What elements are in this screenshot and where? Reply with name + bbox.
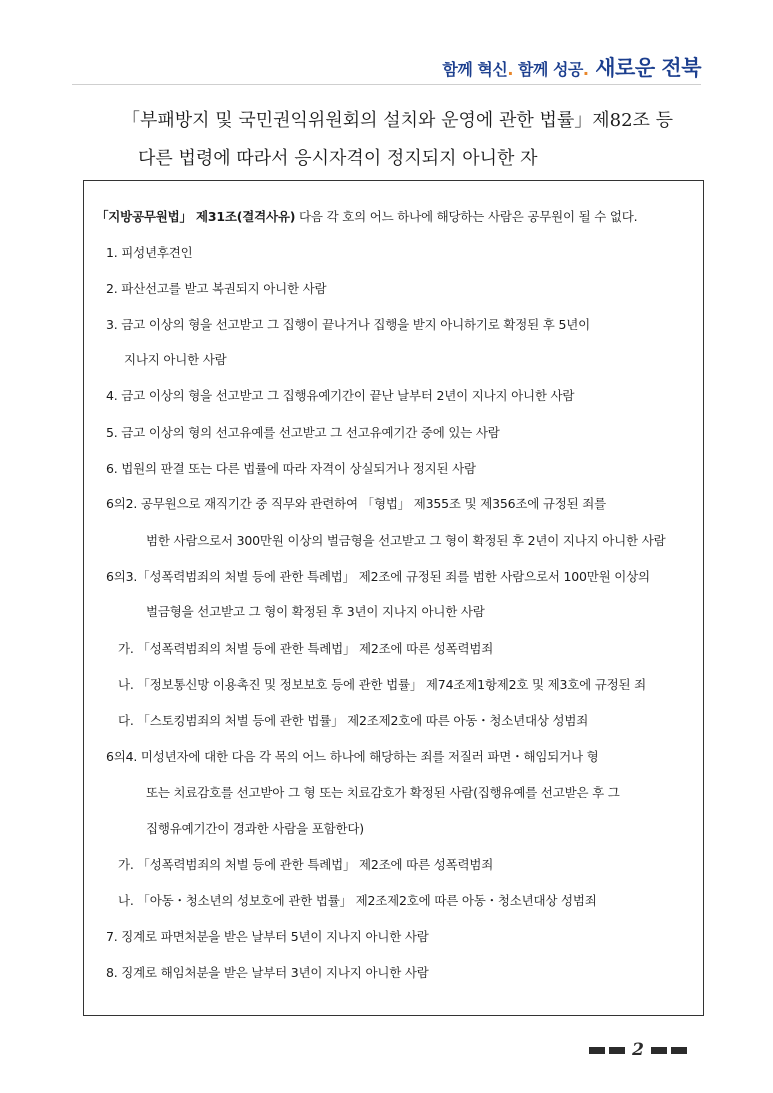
footer-bar-icon — [671, 1047, 687, 1054]
header-slogan — [442, 52, 701, 82]
slogan-part-2: 함께 성공 — [512, 60, 583, 79]
slogan-part-4: 전북 — [661, 56, 701, 80]
article-item: 6의4. 미성년자에 대한 다음 각 목의 어느 하나에 해당하는 죄를 저질러 파면・해임되거나 형 — [106, 749, 599, 764]
article-item-continued: 또는 치료감호를 선고받아 그 형 또는 치료감호가 확정된 사람(집행유예를 선고받은 후 그 — [146, 785, 620, 800]
article-item: 4. 금고 이상의 형을 선고받고 그 집행유예기간이 끝난 날부터 2년이 지나지 아니한 사람 — [106, 388, 575, 403]
footer-bar-icon — [609, 1047, 625, 1054]
article-item-continued: 범한 사람으로서 300만원 이상의 벌금형을 선고받고 그 형이 확정된 후 2년이 지나지 아니한 사람 — [146, 533, 666, 548]
article-item: 6의3.「성폭력범죄의 처벌 등에 관한 특례법」 제2조에 규정된 죄를 범한 사람으로서 100만원 이상의 — [106, 569, 650, 584]
article-item: 6. 법원의 판결 또는 다른 법률에 따라 자격이 상실되거나 정지된 사람 — [106, 461, 476, 476]
article-item: 7. 징계로 파면처분을 받은 날부터 5년이 지나지 아니한 사람 — [106, 929, 429, 944]
slogan-separator-1: . — [507, 60, 513, 79]
footer-bar-icon — [651, 1047, 667, 1054]
heading-line-1: 「부패방지 및 국민권익위원회의 설치와 운영에 관한 법률」제82조 등 — [122, 110, 674, 131]
footer-bar-icon — [589, 1047, 605, 1054]
slogan-part-1: 함께 혁신 — [442, 60, 508, 79]
article-subitem: 나. 「아동・청소년의 성보호에 관한 법률」 제2조제2호에 따른 아동・청소년대상 성범죄 — [118, 893, 597, 908]
article-title — [96, 207, 637, 225]
article-item: 8. 징계로 해임처분을 받은 날부터 3년이 지나지 아니한 사람 — [106, 965, 429, 980]
article-title-rest: 다음 각 호의 어느 하나에 해당하는 사람은 공무원이 될 수 없다. — [295, 209, 638, 224]
article-item: 1. 피성년후견인 — [106, 245, 193, 260]
article-subitem: 가. 「성폭력범죄의 처벌 등에 관한 특례법」 제2조에 따른 성폭력범죄 — [118, 857, 494, 872]
article-title-bold: 「지방공무원법」 제31조(결격사유) — [96, 209, 296, 224]
article-item-continued: 벌금형을 선고받고 그 형이 확정된 후 3년이 지나지 아니한 사람 — [146, 604, 485, 619]
header-divider — [72, 84, 701, 85]
article-subitem: 다. 「스토킹범죄의 처벌 등에 관한 법률」 제2조제2호에 따른 아동・청소년대상 성범죄 — [118, 713, 589, 728]
article-item-continued: 지나지 아니한 사람 — [124, 352, 227, 367]
article-item: 5. 금고 이상의 형의 선고유예를 선고받고 그 선고유예기간 중에 있는 사람 — [106, 425, 500, 440]
article-item: 2. 파산선고를 받고 복권되지 아니한 사람 — [106, 281, 327, 296]
heading-line-2: 다른 법령에 따라서 응시자격이 정지되지 아니한 자 — [138, 148, 538, 169]
slogan-separator-2: . — [582, 60, 589, 79]
page-number: 2 — [632, 1040, 644, 1060]
article-subitem: 나. 「정보통신망 이용촉진 및 정보보호 등에 관한 법률」 제74조제1항제2호 및 제3호에 규정된 죄 — [118, 677, 647, 692]
article-item-continued: 집행유예기간이 경과한 사람을 포함한다) — [146, 821, 364, 836]
article-item: 3. 금고 이상의 형을 선고받고 그 집행이 끝나거나 집행을 받지 아니하기로 확정된 후 5년이 — [106, 317, 590, 332]
article-subitem: 가. 「성폭력범죄의 처벌 등에 관한 특례법」 제2조에 따른 성폭력범죄 — [118, 641, 494, 656]
page-footer — [589, 1040, 687, 1060]
article-item: 6의2. 공무원으로 재직기간 중 직무와 관련하여 「형법」 제355조 및 제356조에 규정된 죄를 — [106, 496, 607, 511]
slogan-part-3: 새로운 — [588, 56, 662, 80]
